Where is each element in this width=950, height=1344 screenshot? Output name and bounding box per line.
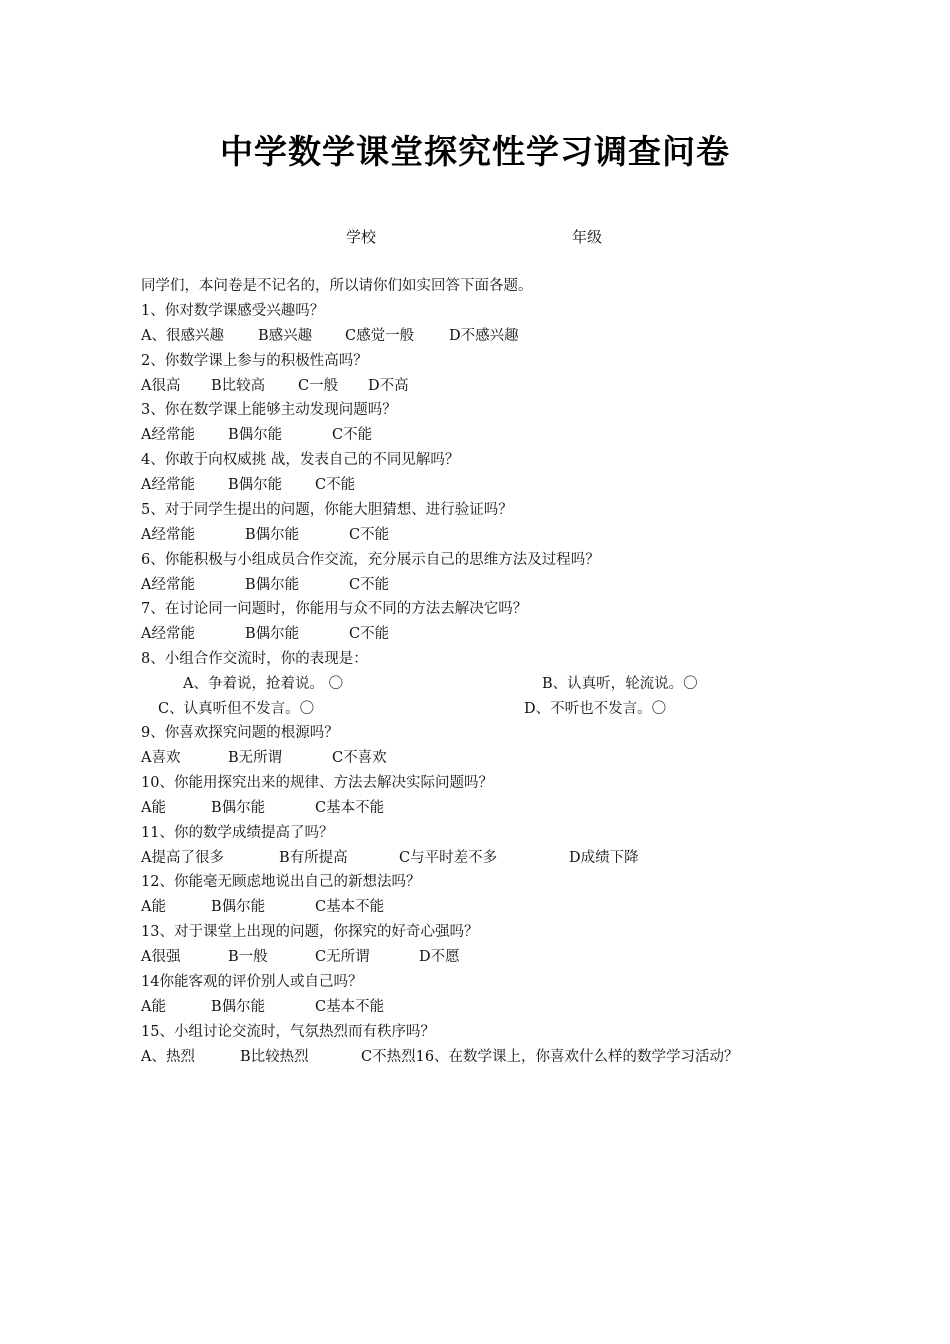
q1-option-d[interactable]: D不感兴趣 — [449, 328, 519, 344]
q4-option-b[interactable]: B偶尔能 — [228, 477, 283, 493]
q5-option-b[interactable]: B偶尔能 — [245, 527, 300, 543]
q8-option-c[interactable]: C、认真听但不发言。〇 — [158, 701, 315, 717]
q12-option-b[interactable]: B偶尔能 — [211, 899, 266, 915]
q12-option-a[interactable]: A能 — [141, 899, 166, 915]
q2-option-a[interactable]: A很高 — [141, 378, 181, 394]
q8-option-d[interactable]: D、不听也不发言。〇 — [524, 701, 667, 717]
question-15: 15、小组讨论交流时，气氛热烈而有秩序吗？ — [141, 1024, 435, 1040]
question-12: 12、你能毫无顾虑地说出自己的新想法吗？ — [141, 874, 421, 890]
q9-option-b[interactable]: B无所谓 — [228, 750, 283, 766]
q2-option-d[interactable]: D不高 — [368, 378, 409, 394]
q11-option-d[interactable]: D成绩下降 — [569, 850, 639, 866]
q2-option-b[interactable]: B比较高 — [211, 378, 266, 394]
q11-option-c[interactable]: C与平时差不多 — [399, 850, 498, 866]
q1-option-c[interactable]: C感觉一般 — [345, 328, 415, 344]
grade-field-label: 年级 — [572, 228, 603, 246]
q14-option-a[interactable]: A能 — [141, 999, 166, 1015]
question-3: 3、你在数学课上能够主动发现问题吗？ — [141, 402, 397, 418]
q13-option-a[interactable]: A很强 — [141, 949, 181, 965]
intro-text: 同学们，本问卷是不记名的，所以请你们如实回答下面各题。 — [141, 278, 533, 294]
q13-option-d[interactable]: D不愿 — [419, 949, 460, 965]
q7-option-c[interactable]: C不能 — [349, 626, 390, 642]
q11-option-b[interactable]: B有所提高 — [279, 850, 348, 866]
q8-option-a[interactable]: A、争着说，抢着说。 〇 — [183, 676, 344, 692]
q14-option-c[interactable]: C基本不能 — [315, 999, 385, 1015]
q10-option-c[interactable]: C基本不能 — [315, 800, 385, 816]
q14-option-b[interactable]: B偶尔能 — [211, 999, 266, 1015]
q5-option-a[interactable]: A经常能 — [141, 527, 195, 543]
q12-option-c[interactable]: C基本不能 — [315, 899, 385, 915]
question-2: 2、你数学课上参与的积极性高吗？ — [141, 353, 368, 369]
q4-option-c[interactable]: C不能 — [315, 477, 356, 493]
question-5: 5、对于同学生提出的问题，你能大胆猜想、进行验证吗？ — [141, 502, 513, 518]
q2-option-c[interactable]: C一般 — [298, 378, 339, 394]
question-8: 8、小组合作交流时，你的表现是： — [141, 651, 368, 667]
q11-option-a[interactable]: A提高了很多 — [141, 850, 224, 866]
question-10: 10、你能用探究出来的规律、方法去解决实际问题吗？ — [141, 775, 493, 791]
q7-option-a[interactable]: A经常能 — [141, 626, 195, 642]
q3-option-c[interactable]: C不能 — [332, 427, 373, 443]
q15-option-b[interactable]: B比较热烈 — [240, 1049, 309, 1065]
q9-option-a[interactable]: A喜欢 — [141, 750, 181, 766]
question-1: 1、你对数学课感受兴趣吗？ — [141, 303, 325, 319]
question-9: 9、你喜欢探究问题的根源吗？ — [141, 725, 339, 741]
q1-option-a[interactable]: A、很感兴趣 — [141, 328, 224, 344]
q15-option-c[interactable]: C不热烈16、在数学课上，你喜欢什么样的数学学习活动？ — [361, 1049, 739, 1065]
q3-option-a[interactable]: A经常能 — [141, 427, 195, 443]
q7-option-b[interactable]: B偶尔能 — [245, 626, 300, 642]
question-13: 13、对于课堂上出现的问题，你探究的好奇心强吗？ — [141, 924, 479, 940]
question-11: 11、你的数学成绩提高了吗？ — [141, 825, 334, 841]
q13-option-c[interactable]: C无所谓 — [315, 949, 370, 965]
q13-option-b[interactable]: B一般 — [228, 949, 268, 965]
q15-option-a[interactable]: A、热烈 — [141, 1049, 195, 1065]
page-title: 中学数学课堂探究性学习调查问卷 — [220, 132, 730, 171]
school-field-label: 学校 — [346, 228, 377, 246]
q6-option-a[interactable]: A经常能 — [141, 577, 195, 593]
q10-option-a[interactable]: A能 — [141, 800, 166, 816]
q10-option-b[interactable]: B偶尔能 — [211, 800, 266, 816]
q1-option-b[interactable]: B感兴趣 — [258, 328, 313, 344]
question-6: 6、你能积极与小组成员合作交流，充分展示自己的思维方法及过程吗？ — [141, 552, 600, 568]
q9-option-c[interactable]: C不喜欢 — [332, 750, 387, 766]
question-14: 14你能客观的评价别人或自己吗？ — [141, 974, 363, 990]
q4-option-a[interactable]: A经常能 — [141, 477, 195, 493]
question-7: 7、在讨论同一问题时，你能用与众不同的方法去解决它吗？ — [141, 601, 528, 617]
q8-option-b[interactable]: B、认真听，轮流说。〇 — [542, 676, 698, 692]
question-4: 4、你敢于向权威挑 战，发表自己的不同见解吗？ — [141, 452, 460, 468]
q3-option-b[interactable]: B偶尔能 — [228, 427, 283, 443]
q6-option-b[interactable]: B偶尔能 — [245, 577, 300, 593]
q6-option-c[interactable]: C不能 — [349, 577, 390, 593]
q5-option-c[interactable]: C不能 — [349, 527, 390, 543]
